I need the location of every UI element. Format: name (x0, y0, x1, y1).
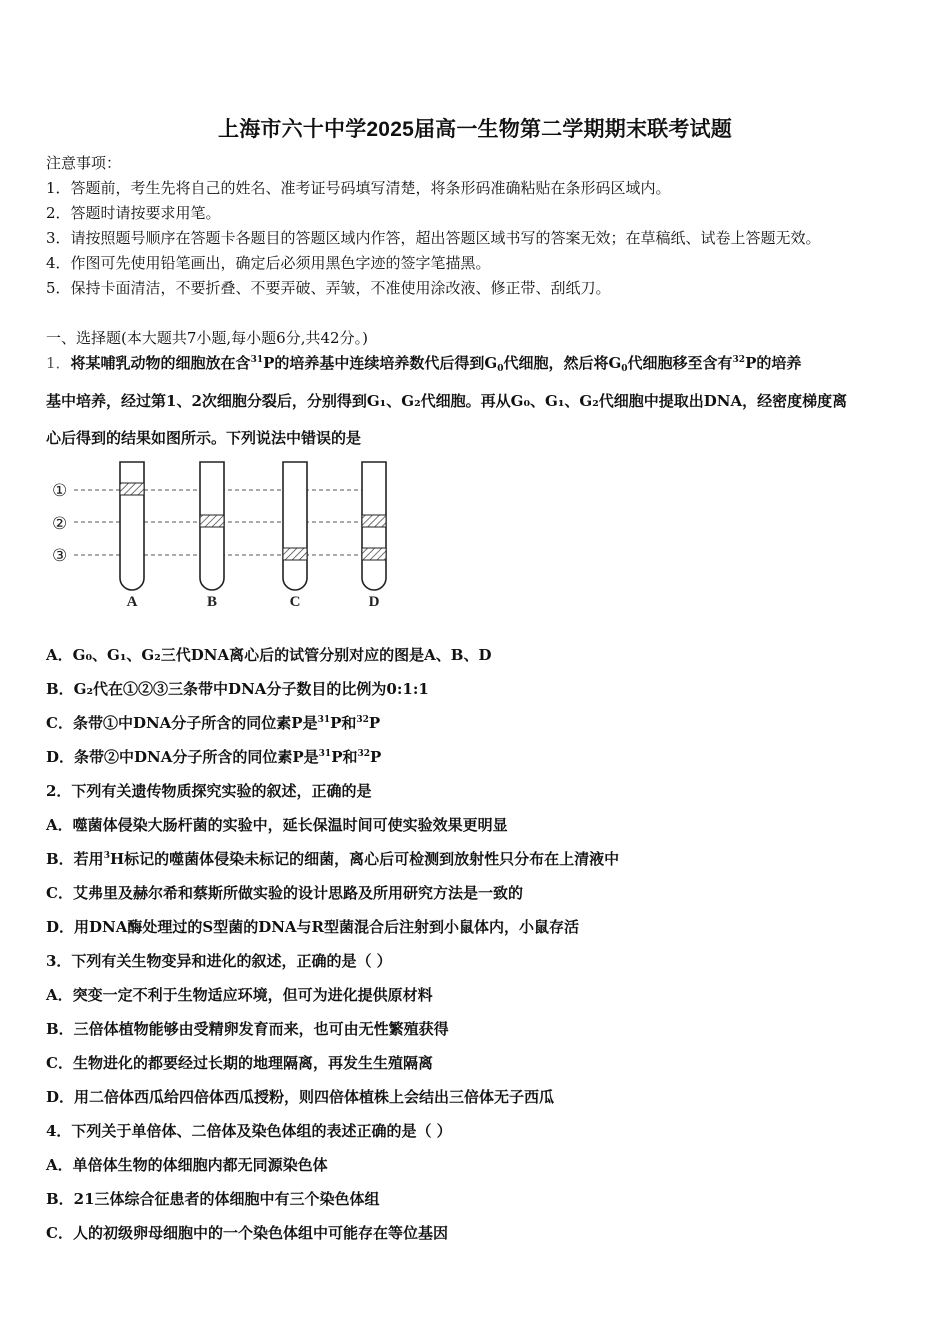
q1-option-a: A．G₀、G₁、G₂三代DNA离心后的试管分别对应的图是A、B、D (46, 646, 492, 664)
q1-option-c: C．条带①中DNA分子所含的同位素P是$^{31}$P和$^{32}$P (46, 714, 381, 732)
band-label-2: ② (52, 514, 68, 534)
q2-option-b: B．若用$^3$H标记的噬菌体侵染未标记的细菌，离心后可检测到放射性只分布在上清液中 (46, 850, 620, 868)
tube-d-band-2 (362, 515, 386, 527)
notice-item: 2．答题时请按要求用笔。 (46, 204, 221, 222)
tube-a-band-1 (120, 483, 144, 495)
section-heading: 一、选择题(本大题共7小题,每小题6分,共42分。) (46, 329, 368, 347)
q1-number: 1． (46, 354, 71, 372)
q3-option-c: C．生物进化的都要经过长期的地理隔离，再发生生殖隔离 (46, 1054, 433, 1072)
q1-stem-line1: 1．将某哺乳动物的细胞放在含$^{31}$P的培养基中连续培养数代后得到$G_0$代细胞，然后将$G_0$代细胞移至含有$^{32}$P的培养 (46, 354, 802, 374)
q1-option-b: B．G₂代在①②③三条带中DNA分子数目的比例为0:1:1 (46, 680, 429, 698)
q3-stem: 3．下列有关生物变异和进化的叙述，正确的是（ ） (46, 952, 392, 970)
tube-c (283, 462, 307, 590)
q1-stem-line2: 基中培养，经过第1、2次细胞分裂后，分别得到G₁、G₂代细胞。再从G₀、G₁、G₂代细胞中提取出DNA，经密度梯度离 (46, 392, 848, 410)
q3-option-b: B．三倍体植物能够由受精卵发育而来，也可由无性繁殖获得 (46, 1020, 449, 1038)
q4-option-b: B．21三体综合征患者的体细胞中有三个染色体组 (46, 1190, 380, 1208)
band-label-1: ① (52, 481, 68, 501)
tube-label-d: D (368, 594, 380, 610)
tube-label-c: C (289, 594, 301, 610)
page-title: 上海市六十中学2025届高一生物第二学期期末联考试题 (218, 118, 732, 141)
tube-label-b: B (206, 594, 218, 610)
q4-stem: 4．下列关于单倍体、二倍体及染色体组的表述正确的是（ ） (46, 1122, 452, 1140)
notice-item: 4．作图可先使用铅笔画出，确定后必须用黑色字迹的签字笔描黑。 (46, 254, 491, 272)
notice-item: 5．保持卡面清洁，不要折叠、不要弄破、弄皱，不准使用涂改液、修正带、刮纸刀。 (46, 279, 611, 297)
tube-a (120, 462, 144, 590)
q3-option-d: D．用二倍体西瓜给四倍体西瓜授粉，则四倍体植株上会结出三倍体无子西瓜 (46, 1088, 555, 1106)
tube-label-a: A (126, 594, 138, 610)
notice-item: 3．请按照题号顺序在答题卡各题目的答题区域内作答，超出答题区域书写的答案无效；在草稿纸、试卷上答题无效。 (46, 229, 821, 247)
q1-option-d: D．条带②中DNA分子所含的同位素P是$^{31}$P和$^{32}$P (46, 748, 382, 766)
centrifuge-tubes-figure (44, 454, 404, 610)
tube-d-band-3 (362, 548, 386, 560)
q2-option-c: C．艾弗里及赫尔希和蔡斯所做实验的设计思路及所用研究方法是一致的 (46, 884, 523, 902)
band-label-3: ③ (52, 546, 68, 566)
q4-option-c: C．人的初级卵母细胞中的一个染色体组中可能存在等位基因 (46, 1224, 448, 1242)
notice-heading: 注意事项： (46, 154, 122, 172)
q2-option-a: A．噬菌体侵染大肠杆菌的实验中，延长保温时间可使实验效果更明显 (46, 816, 508, 834)
q1-stem-line3: 心后得到的结果如图所示。下列说法中错误的是 (46, 429, 362, 447)
q2-stem: 2．下列有关遗传物质探究实验的叙述，正确的是 (46, 782, 372, 800)
tube-b-band-2 (200, 515, 224, 527)
q3-option-a: A．突变一定不利于生物适应环境，但可为进化提供原材料 (46, 986, 433, 1004)
q4-option-a: A．单倍体生物的体细胞内都无同源染色体 (46, 1156, 328, 1174)
tube-c-band-3 (283, 548, 307, 560)
q2-option-d: D．用DNA酶处理过的S型菌的DNA与R型菌混合后注射到小鼠体内，小鼠存活 (46, 918, 580, 936)
notice-item: 1．答题前，考生先将自己的姓名、准考证号码填写清楚，将条形码准确粘贴在条形码区域内。 (46, 179, 671, 197)
